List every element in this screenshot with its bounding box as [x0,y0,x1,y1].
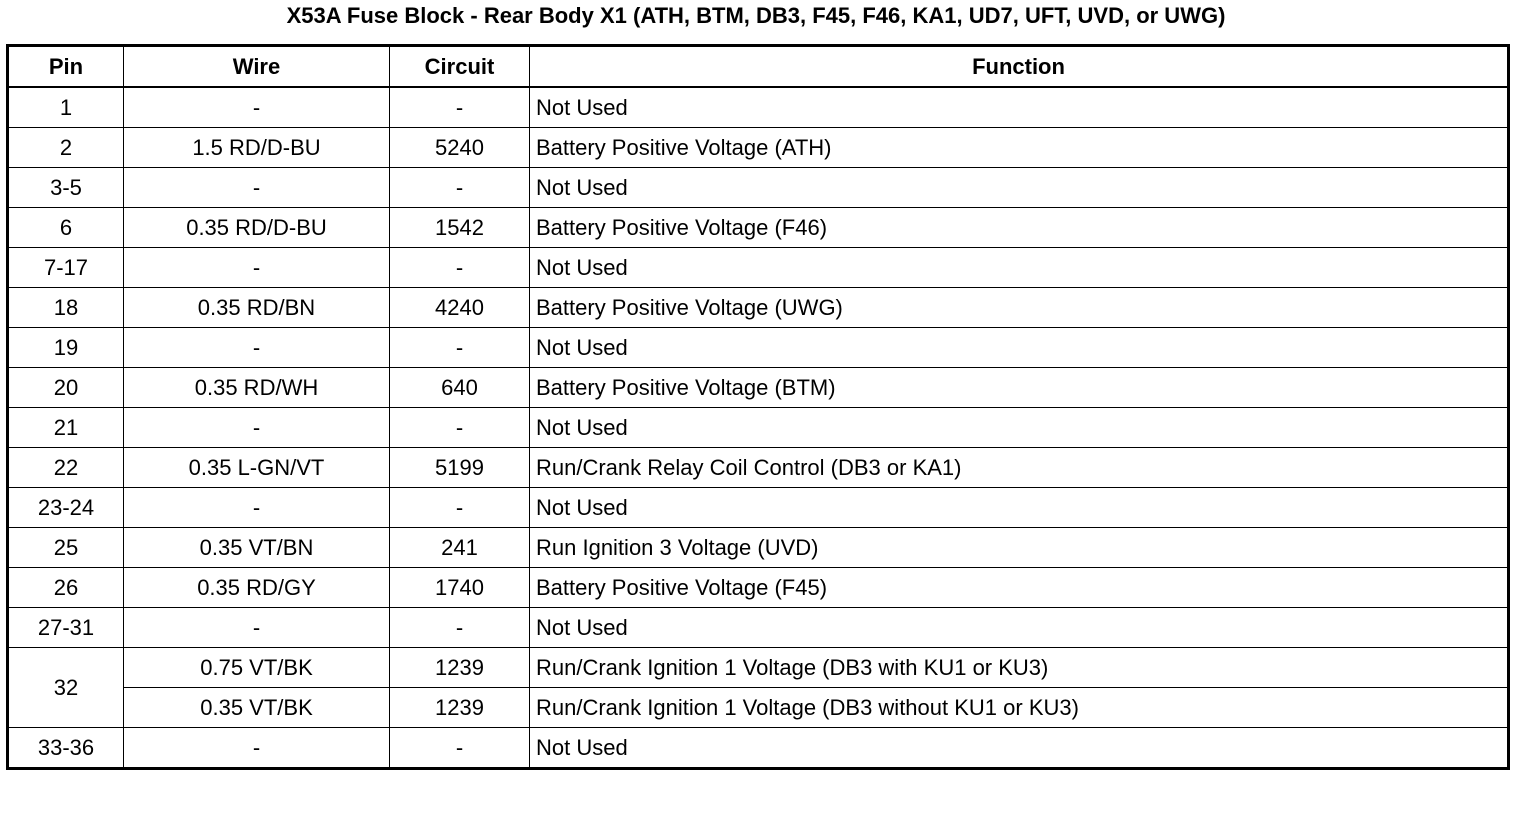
wire-cell: - [124,488,390,528]
circuit-cell: 4240 [390,288,530,328]
table-row [8,608,1509,648]
header-pin: Pin [8,46,124,88]
function-cell: Battery Positive Voltage (UWG) [530,288,1509,328]
wire-cell: - [124,248,390,288]
header-row [8,46,1509,88]
table-row [8,728,1509,769]
table-row [8,528,1509,568]
wire-cell: 1.5 RD/D-BU [124,128,390,168]
function-cell: Not Used [530,248,1509,288]
function-cell: Battery Positive Voltage (BTM) [530,368,1509,408]
function-cell: Run/Crank Ignition 1 Voltage (DB3 with KU1 or KU3) [530,648,1509,688]
document-title: X53A Fuse Block - Rear Body X1 (ATH, BTM, DB3, F45, F46, KA1, UD7, UFT, UVD, or UWG) [286,3,1226,28]
header-function: Function [530,46,1509,88]
pin-cell: 21 [8,408,124,448]
pin-cell: 2 [8,128,124,168]
pin-cell: 27-31 [8,608,124,648]
circuit-cell: - [390,248,530,288]
table-row [8,408,1509,448]
wire-cell: - [124,728,390,769]
circuit-cell: - [390,408,530,448]
wire-cell: - [124,168,390,208]
table-row [8,568,1509,608]
pin-cell: 1 [8,87,124,128]
pin-cell: 25 [8,528,124,568]
circuit-cell: 1740 [390,568,530,608]
header-wire: Wire [124,46,390,88]
table-row [8,688,1509,728]
function-cell: Not Used [530,408,1509,448]
function-cell: Run/Crank Ignition 1 Voltage (DB3 without KU1 or KU3) [530,688,1509,728]
circuit-cell: - [390,168,530,208]
pin-cell: 20 [8,368,124,408]
function-cell: Battery Positive Voltage (F45) [530,568,1509,608]
pin-table [6,44,1510,770]
circuit-cell: - [390,87,530,128]
pin-cell: 19 [8,328,124,368]
circuit-cell: 5240 [390,128,530,168]
function-cell: Battery Positive Voltage (F46) [530,208,1509,248]
wire-cell: 0.35 RD/WH [124,368,390,408]
circuit-cell: 241 [390,528,530,568]
pin-cell: 6 [8,208,124,248]
circuit-cell: 1239 [390,648,530,688]
wire-cell: - [124,608,390,648]
pin-cell: 7-17 [8,248,124,288]
function-cell: Not Used [530,728,1509,769]
table-row [8,87,1509,128]
wire-cell: 0.35 VT/BN [124,528,390,568]
function-cell: Not Used [530,328,1509,368]
circuit-cell: 640 [390,368,530,408]
pin-cell: 33-36 [8,728,124,769]
table-row [8,328,1509,368]
table-row [8,488,1509,528]
table-row [8,128,1509,168]
table-row [8,368,1509,408]
function-cell: Not Used [530,488,1509,528]
pin-cell: 32 [8,648,124,728]
wire-cell: - [124,408,390,448]
function-cell: Run/Crank Relay Coil Control (DB3 or KA1) [530,448,1509,488]
circuit-cell: - [390,328,530,368]
circuit-cell: - [390,728,530,769]
circuit-cell: - [390,608,530,648]
wire-cell: 0.35 RD/GY [124,568,390,608]
pin-cell: 3-5 [8,168,124,208]
wire-cell: - [124,328,390,368]
circuit-cell: - [390,488,530,528]
circuit-cell: 5199 [390,448,530,488]
table-row [8,288,1509,328]
table-row [8,648,1509,688]
table-row [8,168,1509,208]
circuit-cell: 1239 [390,688,530,728]
pin-cell: 23-24 [8,488,124,528]
wire-cell: 0.75 VT/BK [124,648,390,688]
table-row [8,248,1509,288]
function-cell: Not Used [530,87,1509,128]
pin-cell: 26 [8,568,124,608]
wire-cell: 0.35 RD/D-BU [124,208,390,248]
wire-cell: - [124,87,390,128]
function-cell: Not Used [530,168,1509,208]
circuit-cell: 1542 [390,208,530,248]
pin-cell: 18 [8,288,124,328]
function-cell: Run Ignition 3 Voltage (UVD) [530,528,1509,568]
header-circuit: Circuit [390,46,530,88]
wire-cell: 0.35 L-GN/VT [124,448,390,488]
wire-cell: 0.35 VT/BK [124,688,390,728]
table-row [8,208,1509,248]
pin-cell: 22 [8,448,124,488]
function-cell: Not Used [530,608,1509,648]
function-cell: Battery Positive Voltage (ATH) [530,128,1509,168]
wire-cell: 0.35 RD/BN [124,288,390,328]
table-row [8,448,1509,488]
